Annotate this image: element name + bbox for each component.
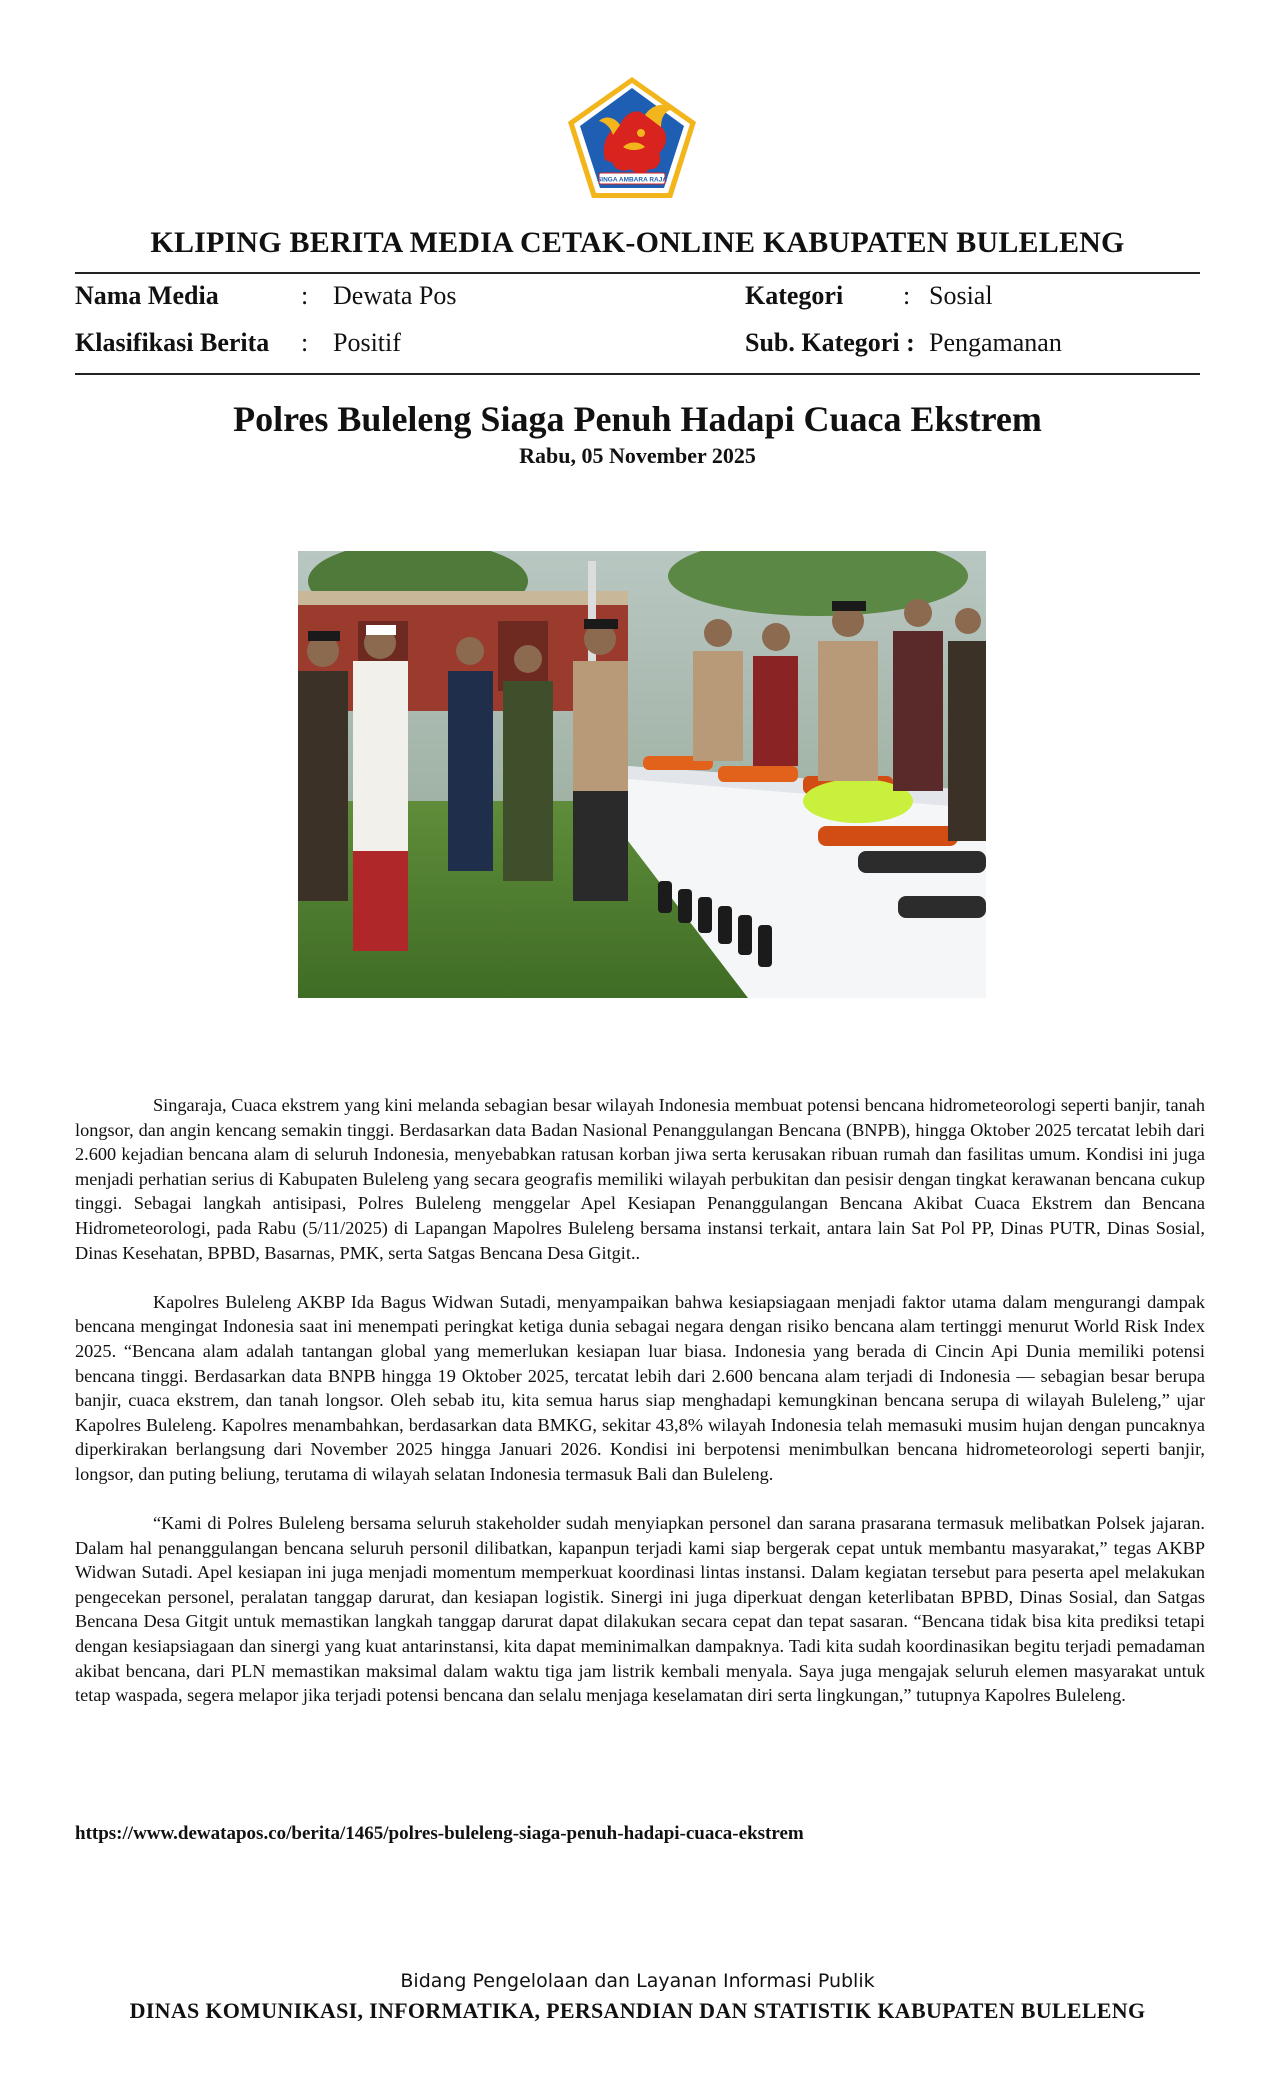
kategori-value: Sosial xyxy=(929,281,993,310)
article-paragraph-2: Kapolres Buleleng AKBP Ida Bagus Widwan Sutadi, menyampaikan bahwa kesiapsiagaan menjadi faktor utama dalam mengurangi dampak bencana mengingat Indonesia saat ini menempati peringkat ketiga dunia sebagai negara dengan risiko bencana alam tertinggi menurut World Risk Index 2025. “Bencana alam adalah tantangan global yang memerlukan kesiapan luar biasa. Indonesia yang berada di Cincin Api Dunia memiliki potensi bencana tinggi. Berdasarkan data BNPB hingga 19 Oktober 2025, tercatat lebih dari 2.600 bencana alam terjadi di Indonesia — sebagian besar berupa banjir, cuaca ekstrem, dan tanah longsor. Oleh sebab itu, kita semua harus siap menghadapi kemungkinan bencana serupa di wilayah Buleleng,” ujar Kapolres Buleleng. Kapolres menambahkan, berdasarkan data BMKG, sekitar 43,8% wilayah Indonesia telah memasuki musim hujan dengan puncaknya diperkirakan berlangsung dari November 2025 hingga Januari 2026. Kondisi ini berpotensi menimbulkan bencana hidrometeorologi seperti banjir, longsor, dan puting beliung, terutama di wilayah selatan Indonesia termasuk Bali dan Buleleng. xyxy=(75,1291,1205,1484)
article-paragraph-3: “Kami di Polres Buleleng bersama seluruh stakeholder sudah menyiapkan personel dan sarana prasarana termasuk melibatkan Polsek jajaran. Dalam hal penanggulangan bencana seluruh personil dilibatkan, kapanpun terjadi kami siap bergerak cepat untuk membantu masyarakat,” tegas AKBP Widwan Sutadi. Apel kesiapan ini juga menjadi momentum memperkuat koordinasi lintas instansi. Dalam kegiatan tersebut para peserta apel melakukan pengecekan personel, peralatan tanggap darurat, dan kesiapan logistik. Sinergi ini juga diperkuat dengan keterlibatan BPBD, Dinas Sosial, dan Satgas Bencana Desa Gitgit untuk memastikan langkah tanggap darurat dapat dilakukan secara cepat dan tepat sasaran. “Bencana tidak bisa kita prediksi tetapi dengan kesiapsiagaan dan sinergi yang kuat antarinstansi, kita dapat meminimalkan dampaknya. Tadi kita sudah koordinasikan begitu terjadi pemadaman akibat bencana, dari PLN memastikan maksimal dalam waktu tiga jam listrik kembali menyala. Saya juga mengajak seluruh elemen masyarakat untuk tetap waspada, segera melapor jika terjadi potensi bencana dan selalu menjaga keselamatan diri serta lingkungan,” tutupnya Kapolres Buleleng. xyxy=(75,1513,1205,1706)
sub-kategori-value: Pengamanan xyxy=(929,328,1062,357)
footer-agency: DINAS KOMUNIKASI, INFORMATIKA, PERSANDIAN DAN STATISTIK KABUPATEN BULELENG xyxy=(129,1998,1146,2023)
nama-media-colon: : xyxy=(301,281,309,310)
kategori-colon: : xyxy=(903,281,911,310)
clipping-title: KLIPING BERITA MEDIA CETAK-ONLINE KABUPATEN BULELENG xyxy=(150,226,1125,259)
nama-media-label: Nama Media xyxy=(75,281,219,310)
klasifikasi-colon: : xyxy=(301,328,309,357)
sub-kategori-label: Sub. Kategori : xyxy=(745,328,915,357)
article-body xyxy=(75,1093,1205,1732)
singa-ambara-raja-emblem-icon xyxy=(565,75,699,201)
kategori-label: Kategori xyxy=(745,281,844,310)
news-photo-inspection-icon xyxy=(298,551,986,998)
klasifikasi-label: Klasifikasi Berita xyxy=(75,328,270,357)
article-date: Rabu, 05 November 2025 xyxy=(519,443,756,468)
nama-media-value: Dewata Pos xyxy=(333,281,457,310)
article-paragraph-1: Singaraja, Cuaca ekstrem yang kini melanda sebagian besar wilayah Indonesia membuat potensi bencana hidrometeorologi seperti banjir, tanah longsor, dan angin kencang semakin tinggi. Berdasarkan data Badan Nasional Penanggulangan Bencana (BNPB), hingga Oktober 2025 tercatat lebih dari 2.600 kejadian bencana alam di seluruh Indonesia, menyebabkan ratusan korban jiwa serta kerusakan ribuan rumah dan fasilitas umum. Kondisi ini juga menjadi perhatian serius di Kabupaten Buleleng yang secara geografis memiliki wilayah perbukitan dan pesisir dengan tingkat kerawanan bencana cukup tinggi. Sebagai langkah antisipasi, Polres Buleleng menggelar Apel Kesiapan Penanggulangan Bencana Akibat Cuaca Ekstrem dan Bencana Hidrometeorologi, pada Rabu (5/11/2025) di Lapangan Mapolres Buleleng bersama instansi terkait, antara lain Sat Pol PP, Dinas PUTR, Dinas Sosial, Dinas Kesehatan, BPBD, Basarnas, PMK, serta Satgas Bencana Desa Gitgit.. xyxy=(75,1095,1205,1263)
divider-top xyxy=(75,272,1200,274)
article-headline: Polres Buleleng Siaga Penuh Hadapi Cuaca Ekstrem xyxy=(233,399,1042,439)
logo-text: SINGA AMBARA RAJA xyxy=(596,176,668,184)
klasifikasi-value: Positif xyxy=(333,328,401,357)
source-url-link[interactable]: https://www.dewatapos.co/berita/1465/polres-buleleng-siaga-penuh-hadapi-cuaca-ekstrem xyxy=(75,1823,804,1844)
footer-division: Bidang Pengelolaan dan Layanan Informasi Publik xyxy=(400,1970,875,1992)
divider-bottom xyxy=(75,373,1200,375)
